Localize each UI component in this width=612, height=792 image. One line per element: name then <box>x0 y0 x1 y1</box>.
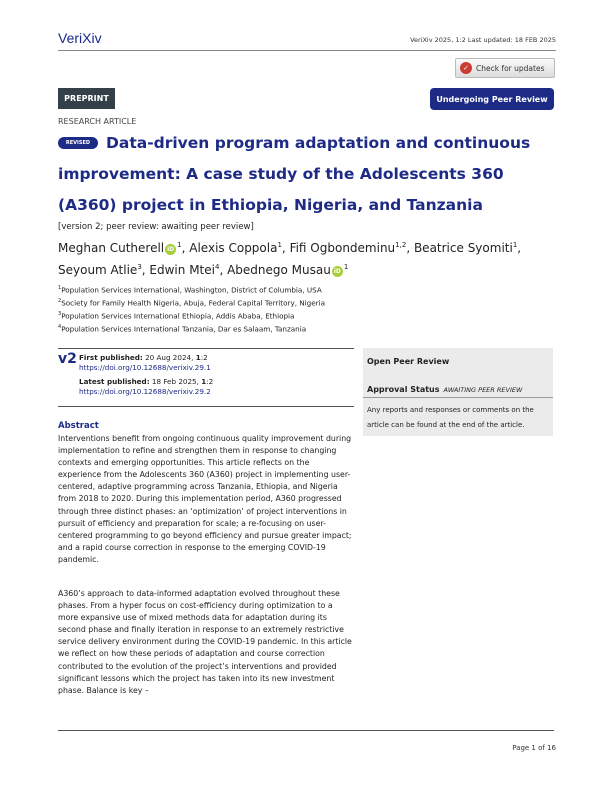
affiliation: $^1$Population Services International, Washington, District of Columbia, USA <box>58 285 322 295</box>
check-for-updates-label: Check for updates <box>476 63 545 73</box>
publication-bottom-rule <box>58 406 354 407</box>
check-updates-icon: ✓ <box>460 62 472 74</box>
article-title: Data-driven program adaptation and continuous improvement: A case study of the Adolescents 360 (A360) project in Ethiopia, Nigeria, and Tanzania <box>58 134 531 214</box>
open-peer-review-title: Open Peer Review <box>367 357 450 366</box>
header-divider <box>58 50 556 51</box>
open-peer-review-note: Any reports and responses or comments on the article can be found at the end of the article. <box>367 406 534 429</box>
author-sup: 1 <box>177 241 182 249</box>
affiliation-list <box>58 283 325 335</box>
author-name[interactable]: Fifi Ogbondeminu <box>289 241 396 255</box>
footer-rule <box>58 730 554 731</box>
abstract-paragraph-2: A360’s approach to data-informed adaptation evolved throughout these phases. From a hyper focus on cost-efficiency during optimization to a more expansive use of mixed methods data for adaptation during its second phase and finally iteration in response to an extremely restrictive service delivery environment during the COVID-19 pandemic. In this article we reflect on how these periods of adaptation and course correction contributed to the evolution of the project’s interventions and provided significant lessons which the project has taken into its new investment phase. Balance is key – <box>58 589 352 695</box>
revised-badge: REVISED <box>58 137 98 149</box>
article-type: RESEARCH ARTICLE <box>58 117 137 126</box>
check-for-updates-button[interactable] <box>455 58 555 78</box>
author-sup: 1,2 <box>395 241 407 249</box>
author-list: Meghan Cutherell $iD^1$, Alexis Coppola$^1$, Fifi Ogbondeminu$^{1,2}$, Beatrice Syomiti$^1$, Seyoum Atlie$^3$, Edwin Mtei$^4$, Abednego Musau $iD^1$ <box>58 241 522 277</box>
page-number: Page 1 of 16 <box>512 744 556 752</box>
affiliation: $^2$Society for Family Health Nigeria, Abuja, Federal Capital Territory, Nigeria <box>58 297 325 308</box>
preprint-badge: PREPRINT <box>58 88 115 109</box>
brand-logo[interactable]: VeriXiv <box>58 30 102 46</box>
author-name[interactable]: Meghan Cutherell <box>58 241 165 255</box>
first-doi-link[interactable]: https://doi.org/10.12688/verixiv.29.1 <box>79 363 211 372</box>
author-sup: 3 <box>137 263 142 271</box>
abstract-paragraph-1: Interventions benefit from ongoing continuous quality improvement during implementation to refine and strengthen them in response to changing contexts and emerging opportunities. This article reflects on the experience from the Adolescents 360 (A360) project in implementing user-centered, adaptive programming across Tanzania, Ethiopia, and Nigeria from 2018 to 2020. During this implementation period, A360 progressed through three distinct phases: an ‘optimization’ of project interventions in pursuit of efficiency and preparation for scale; a re-focusing on user-centered programming to go beyond efficiency and pursue greater impact; and a rapid course correction in response to the emerging COVID-19 pandemic. <box>58 434 352 564</box>
publication-top-rule <box>58 348 354 349</box>
author-name[interactable]: Beatrice Syomiti <box>413 241 513 255</box>
author-name[interactable]: Edwin Mtei <box>149 263 215 277</box>
author-sup: 1 <box>277 241 282 249</box>
approval-status: Approval Status AWAITING PEER REVIEW <box>367 385 523 394</box>
author-sup: 4 <box>214 263 220 271</box>
version-note: [version 2; peer review: awaiting peer review] <box>58 222 254 232</box>
author-name[interactable]: Abednego Musau <box>227 263 331 277</box>
affiliation: $^4$Population Services International Tanzania, Dar es Salaam, Tanzania <box>58 323 307 334</box>
open-peer-review-divider <box>363 397 553 398</box>
orcid-icon[interactable]: iD <box>333 268 341 275</box>
approval-status-value: AWAITING PEER REVIEW <box>443 386 523 394</box>
latest-doi-link[interactable]: https://doi.org/10.12688/verixiv.29.2 <box>79 387 211 396</box>
version-label: v2 <box>58 351 77 367</box>
author-sup: 1 <box>512 241 518 249</box>
abstract-heading: Abstract <box>58 421 99 431</box>
affiliation: $^3$Population Services International Ethiopia, Addis Ababa, Ethiopia <box>58 310 295 321</box>
peer-review-status-button[interactable]: Undergoing Peer Review <box>430 88 554 110</box>
author-name[interactable]: Seyoum Atlie <box>58 263 138 277</box>
author-sup: 1 <box>343 263 349 271</box>
author-name[interactable]: Alexis Coppola <box>189 241 278 255</box>
header-meta: VeriXiv 2025, 1:2 Last updated: 18 FEB 2025 <box>410 36 556 44</box>
publication-history: First published: 20 Aug 2024, 1:2 https://doi.org/10.12688/verixiv.29.1 Latest published: 18 Feb 2025, 1:2 https://doi.org/10.12688/verixiv.29.2 <box>79 353 214 396</box>
orcid-icon[interactable]: iD <box>167 246 175 253</box>
